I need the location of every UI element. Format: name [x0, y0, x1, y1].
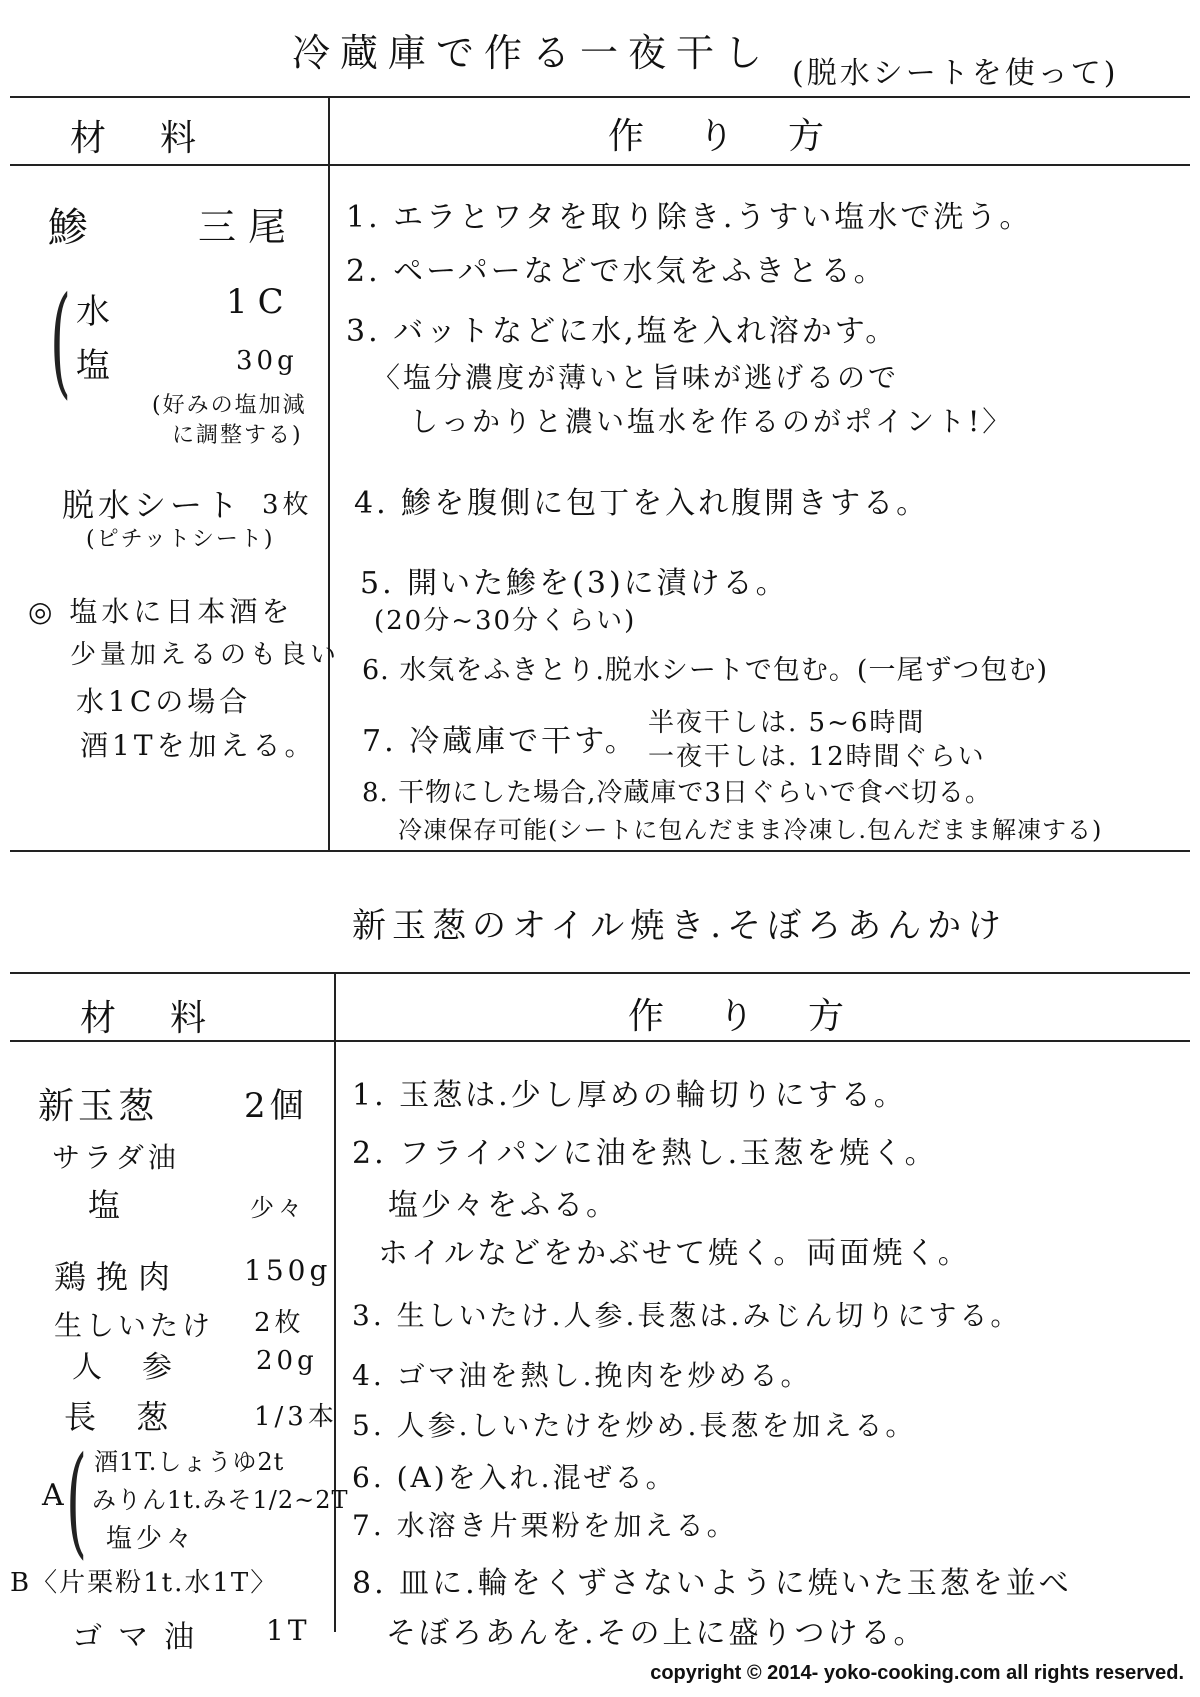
ingredient-name: 脱水シート: [62, 486, 243, 524]
tip-line: ◎ 塩水に日本酒を: [28, 595, 294, 628]
recipe1-ingredients-header: 材料: [70, 118, 251, 159]
ingredient-name: 塩少々: [106, 1524, 197, 1554]
ingredient-amount: 1C: [226, 282, 294, 322]
method-step-note: 塩少々をふる。: [388, 1188, 619, 1223]
ingredient-amount: 1/3本: [254, 1402, 338, 1432]
tip-line: 酒1Tを加える。: [80, 729, 317, 762]
ingredient-amount: 2個: [244, 1086, 308, 1126]
ingredient-group-label-a: A: [42, 1478, 68, 1513]
method-step: 4. ゴマ油を熱し.挽肉を炒める。: [352, 1359, 812, 1392]
ingredient-amount: 150g: [244, 1254, 332, 1287]
ingredient-name: ゴマ油: [72, 1620, 210, 1655]
ingredient-name: 塩: [76, 346, 114, 386]
recipe1-title: 冷蔵庫で作る一夜干し: [292, 31, 773, 75]
method-step: 5. 開いた鯵を(3)に漬ける。: [360, 566, 789, 601]
ingredient-group-bracket: (: [50, 272, 72, 411]
tip-line: 水1Cの場合: [76, 685, 252, 718]
method-step-note: 冷凍保存可能(シートに包んだまま冷凍し.包んだまま解凍する): [398, 816, 1103, 844]
method-step: 7. 水溶き片栗粉を加える。: [352, 1509, 738, 1542]
ingredient-note: (好みの塩加減: [152, 393, 307, 418]
method-step: 7. 冷蔵庫で干す。: [362, 724, 638, 759]
copyright-notice: copyright © 2014- yoko-cooking.com all rights reserved.: [650, 1662, 1184, 1684]
method-step-note: しっかりと濃い塩水を作るのがポイント!〉: [410, 405, 1014, 438]
tip-line: 少量加えるのも良い: [70, 640, 341, 670]
ingredient-name: 新玉葱: [38, 1086, 159, 1127]
recipe2-table-top-border: [10, 972, 1190, 974]
method-step: 8. 干物にした場合,冷蔵庫で3日ぐらいで食べ切る。: [362, 778, 992, 808]
method-step-note: (20分~30分くらい): [374, 606, 637, 636]
recipe1-header-divider: [10, 164, 1190, 166]
method-step: 1. エラとワタを取り除き.うすい塩水で洗う。: [346, 200, 1033, 235]
method-step: 6. (A)を入れ.混ぜる。: [352, 1461, 677, 1494]
ingredient-note: (ピチットシート): [86, 527, 275, 552]
ingredient-name: 鶏挽肉: [54, 1258, 181, 1296]
ingredient-group-bracket: (: [66, 1432, 88, 1571]
ingredient-name: サラダ油: [52, 1141, 180, 1174]
recipe2-column-divider: [334, 972, 336, 1632]
ingredient-name: みりん1t.みそ1/2~2T: [92, 1486, 349, 1514]
recipe2-method-header: 作り方: [628, 996, 899, 1037]
recipe1-table-bottom-border: [10, 850, 1190, 852]
method-step: 1. 玉葱は.少し厚めの輪切りにする。: [352, 1078, 907, 1113]
ingredient-name: 鯵: [48, 205, 92, 251]
ingredient-amount: 3枚: [262, 490, 313, 520]
ingredient-amount: 1T: [266, 1614, 311, 1647]
ingredient-amount: 2枚: [254, 1308, 305, 1338]
recipe2-title: 新玉葱のオイル焼き.そぼろあんかけ: [352, 906, 1008, 946]
method-step: 8. 皿に.輪をくずさないように焼いた玉葱を並べ: [352, 1566, 1072, 1601]
method-step: 4. 鯵を腹側に包丁を入れ腹開きする。: [354, 486, 930, 521]
ingredient-name: 人参: [72, 1350, 212, 1385]
method-step-note: 〈塩分濃度が薄いと旨味が逃げるので: [372, 361, 900, 394]
recipe2-ingredients-header: 材料: [80, 998, 261, 1039]
method-step-note: 半夜干しは. 5~6時間: [648, 708, 926, 738]
recipe1-table-top-border: [10, 96, 1190, 98]
ingredient-amount: 30g: [236, 346, 298, 376]
recipe1-method-header: 作り方: [608, 116, 879, 157]
method-step-note: そぼろあんを.その上に盛りつける。: [386, 1616, 927, 1651]
ingredient-name: 塩: [88, 1186, 125, 1224]
ingredient-amount: 20g: [256, 1346, 318, 1376]
ingredient-amount: 三尾: [198, 205, 299, 249]
ingredient-name: 長葱: [64, 1398, 209, 1436]
method-step-note: 一夜干しは. 12時間ぐらい: [648, 742, 986, 772]
ingredient-name: 生しいたけ: [54, 1309, 215, 1342]
ingredient-amount: 少々: [250, 1194, 306, 1222]
method-step: 3. バットなどに水,塩を入れ溶かす。: [346, 314, 899, 349]
method-step: 5. 人参.しいたけを炒め.長葱を加える。: [352, 1409, 917, 1442]
method-step: 3. 生しいたけ.人参.長葱は.みじん切りにする。: [352, 1299, 1022, 1332]
method-step-note: ホイルなどをかぶせて焼く。両面焼く。: [378, 1236, 971, 1271]
ingredient-name: 酒1T.しょうゆ2t: [94, 1448, 285, 1476]
recipe1-column-divider: [328, 96, 330, 850]
ingredient-note: に調整する): [172, 423, 303, 448]
ingredient-name: 水: [76, 292, 114, 332]
ingredient-name: B〈片栗粉1t.水1T〉: [10, 1568, 279, 1598]
method-step: 2. フライパンに油を熱し.玉葱を焼く。: [352, 1136, 938, 1171]
method-step: 2. ペーパーなどで水気をふきとる。: [346, 254, 887, 289]
method-step: 6. 水気をふきとり.脱水シートで包む。(一尾ずつ包む): [362, 655, 1048, 686]
recipe1-subtitle: (脱水シートを使って): [792, 56, 1119, 91]
